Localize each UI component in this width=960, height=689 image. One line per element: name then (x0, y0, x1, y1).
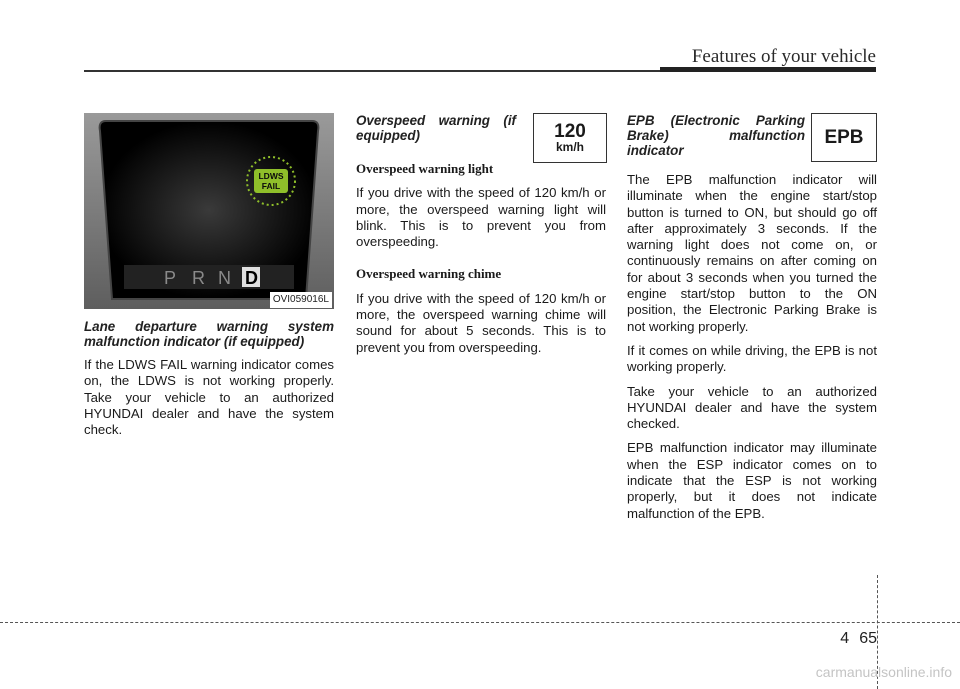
overspeed-icon-value: 120 (554, 120, 586, 142)
header-rule-accent (660, 67, 876, 72)
cluster-display-figure (84, 113, 334, 309)
column-right (627, 113, 877, 530)
epb-body-2: If it comes on while driving, the EPB is not working properly. (627, 342, 877, 375)
overspeed-chime-subheading: Overspeed warning chime (356, 266, 502, 282)
overspeed-icon (533, 113, 607, 163)
overspeed-icon-unit: km/h (555, 139, 584, 154)
epb-body-4: EPB malfunction indicator may illuminate when the ESP indicator comes on to indicate that the ESP is not working properly, but it does not indicate malfunction of the EPB. (627, 440, 877, 521)
footer-rule (0, 622, 960, 623)
epb-body-1: The EPB malfunction indicator will illuminate when the engine start/stop button is turned to ON, but should go off after approximately 3 seconds. If the warning light does not come on, or continuously remains on after coming on for about 3 seconds when you turned the engine start/stop button to the ON position, the Electronic Parking Brake is not working properly. (627, 172, 877, 334)
epb-heading: EPB (Electronic Parking Brake) malfunction indicator (627, 113, 805, 158)
gear-p: P (164, 268, 177, 288)
overspeed-light-body: If you drive with the speed of 120 km/h or more, the overspeed warning light will blink. This is to prevent you from overspeeding. (356, 185, 606, 250)
header-title: Features of your vehicle (691, 46, 876, 67)
epb-body-3: Take your vehicle to an authorized HYUNDAI dealer and have the system checked. (627, 383, 877, 432)
gear-n: N (218, 268, 231, 288)
column-left (84, 113, 334, 446)
page-number-value: 65 (859, 630, 877, 647)
gear-d: D (245, 268, 258, 288)
lane-departure-body: If the LDWS FAIL warning indicator comes on, the LDWS is not working properly. Take your vehicle to an authorized HYUNDAI dealer and have the system check. (84, 357, 334, 438)
lane-departure-heading: Lane departure warning system malfunction indicator (if equipped) (84, 319, 334, 349)
cluster-display-illustration (84, 113, 334, 309)
epb-icon (811, 113, 877, 162)
ldws-label: LDWS (258, 171, 284, 181)
overspeed-heading: Overspeed warning (if equipped) (356, 113, 516, 143)
epb-icon-label: EPB (824, 126, 864, 148)
chapter-number: 4 (840, 630, 850, 647)
fail-label: FAIL (261, 181, 281, 191)
page-number (840, 630, 877, 648)
overspeed-light-subheading: Overspeed warning light (356, 161, 494, 176)
figure-code: OVI059016L (270, 292, 332, 308)
gear-r: R (192, 268, 205, 288)
watermark: carmanualsonline.info (815, 664, 952, 680)
overspeed-chime-body: If you drive with the speed of 120 km/h or more, the overspeed warning chime will sound for about 5 seconds. This is to prevent you from overspeeding. (356, 290, 606, 355)
